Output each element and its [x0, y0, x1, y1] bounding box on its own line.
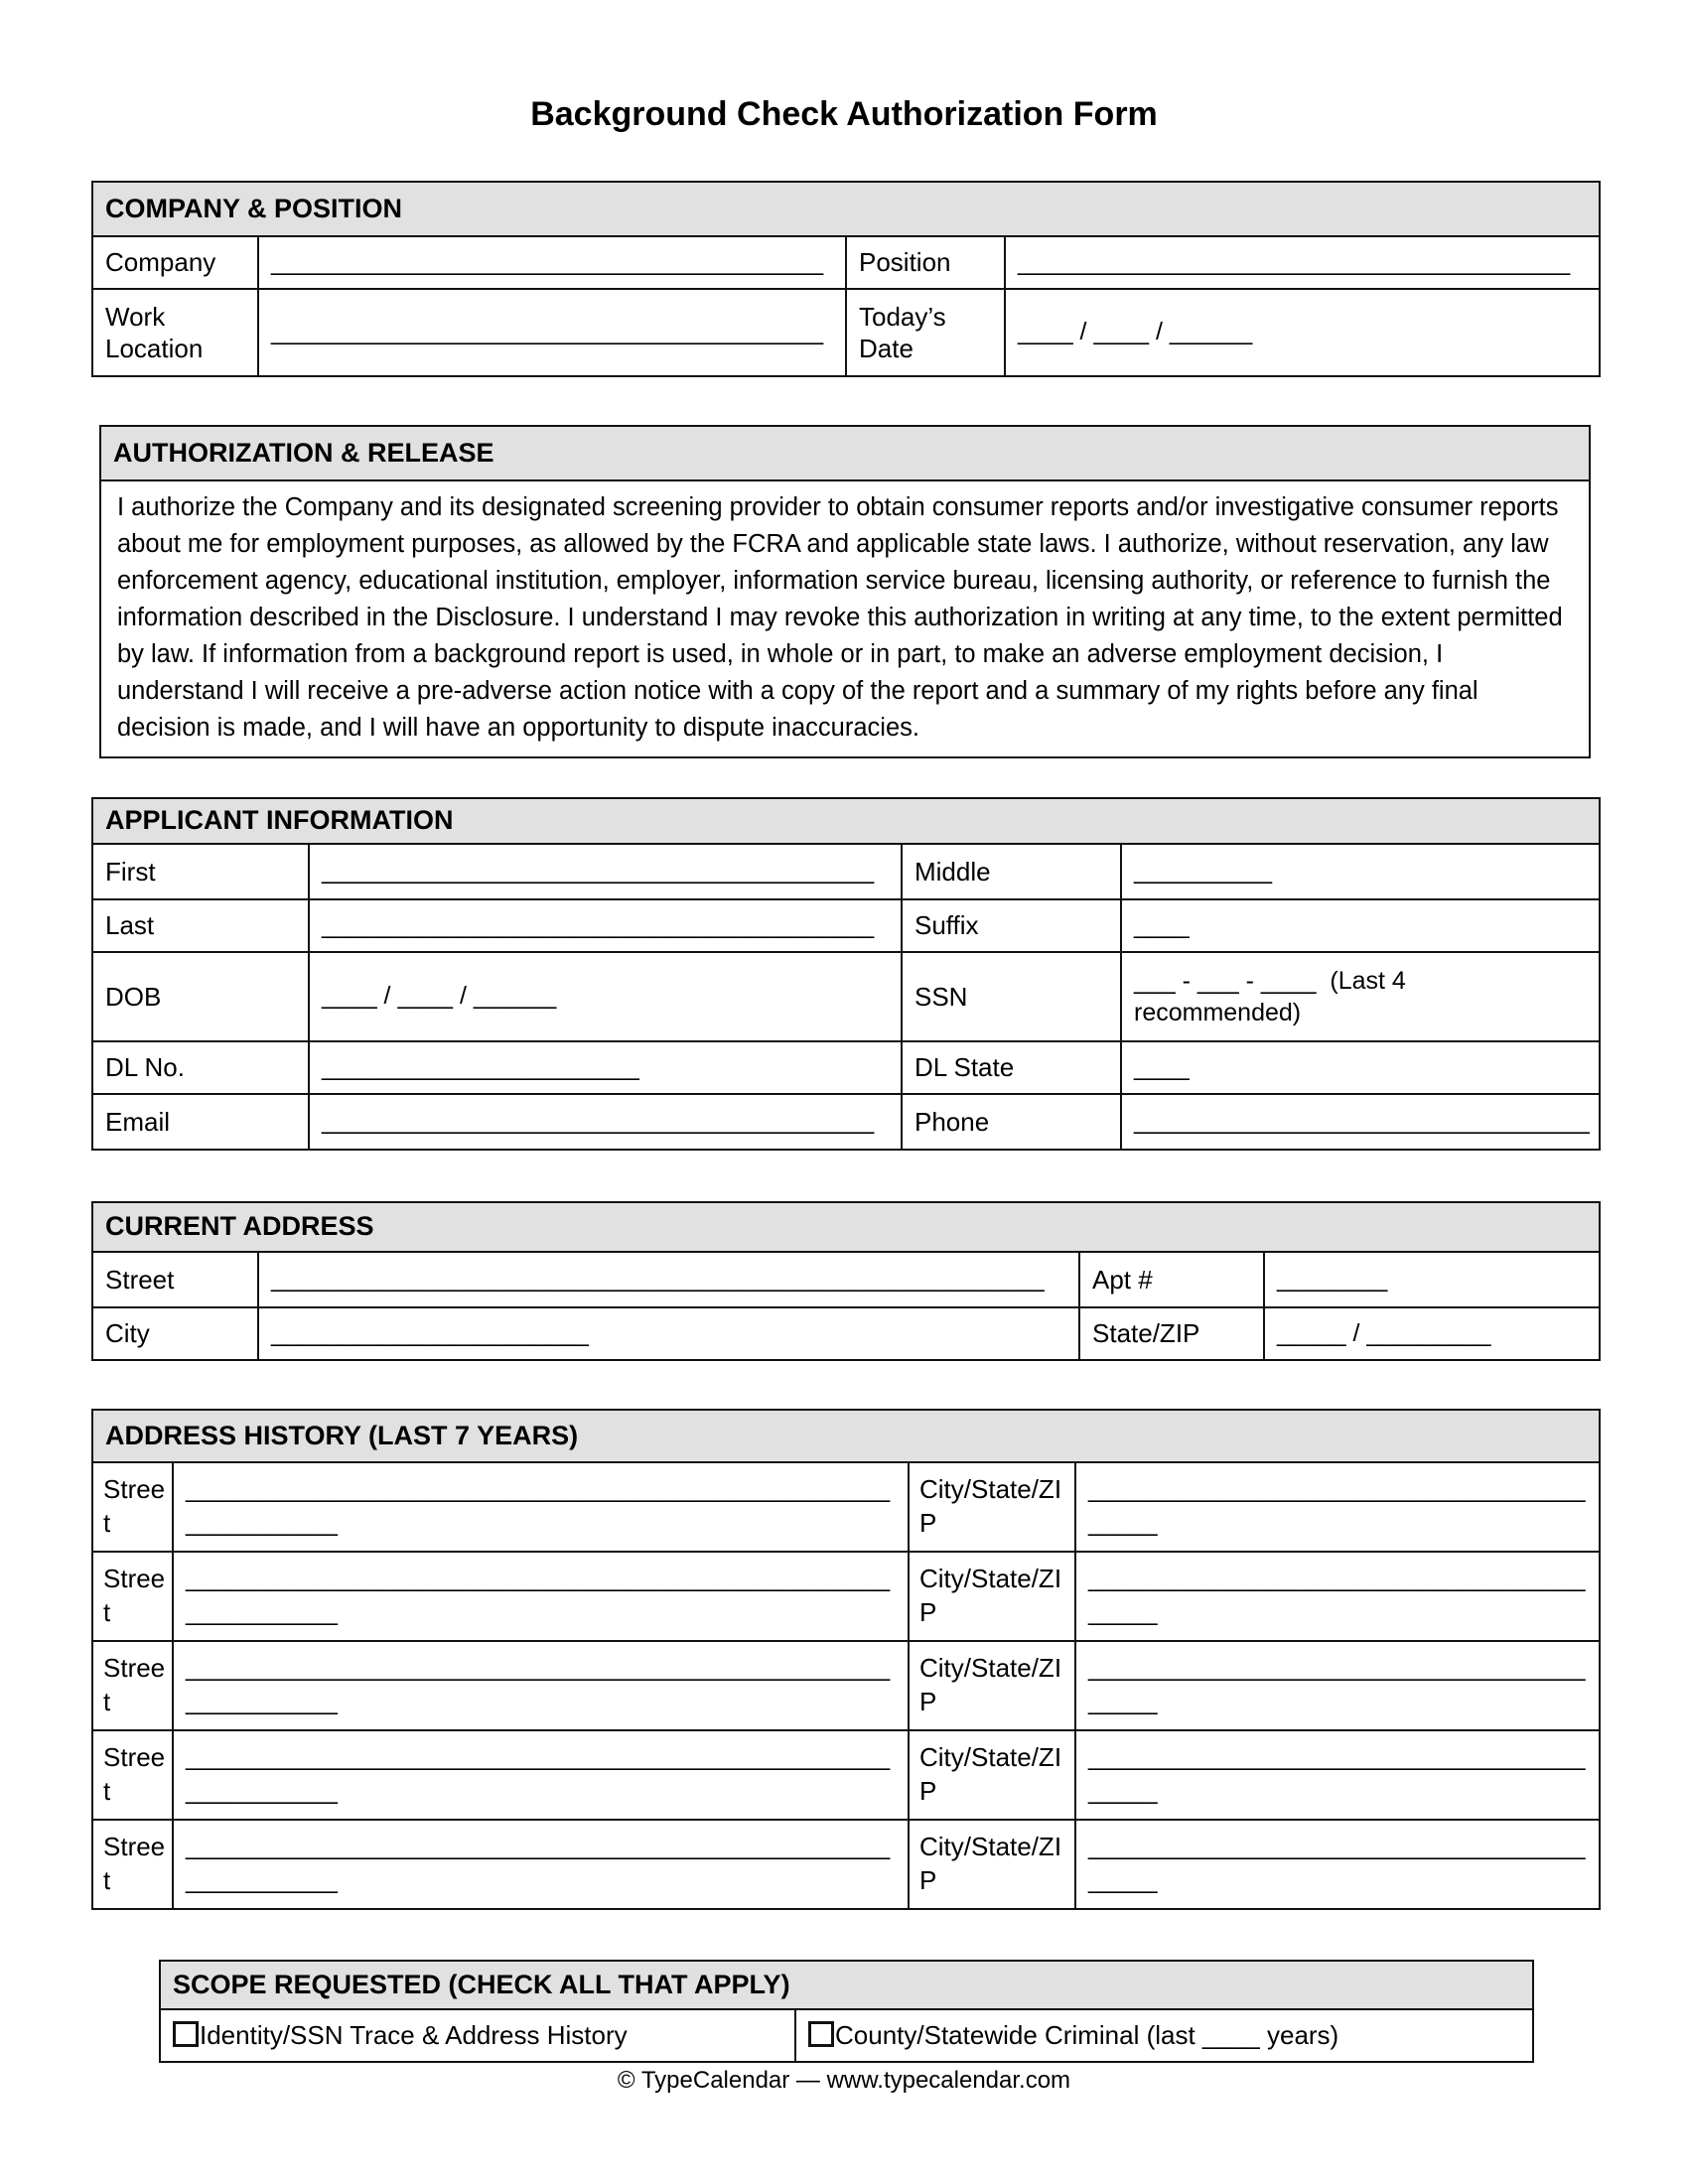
history-street-label: Street: [92, 1462, 173, 1552]
history-city-state-zip-label: City/State/ZIP: [909, 1552, 1075, 1641]
table-row: [160, 2009, 1533, 2062]
city-field[interactable]: _______________________: [258, 1307, 1079, 1360]
history-street-label: Street: [92, 1730, 173, 1820]
history-street-label: Street: [92, 1552, 173, 1641]
table-row: [92, 1041, 1600, 1094]
position-field[interactable]: ________________________________________: [1005, 236, 1600, 289]
scope-option-criminal: [795, 2009, 1533, 2062]
page-title: Background Check Authorization Form: [530, 95, 1158, 133]
company-label: Company: [92, 236, 258, 289]
last-name-field[interactable]: ________________________________________: [309, 899, 902, 952]
table-row: [92, 1730, 1600, 1820]
state-zip-label: State/ZIP: [1079, 1307, 1264, 1360]
section-header-address-history: ADDRESS HISTORY (LAST 7 YEARS): [92, 1410, 1600, 1462]
table-row: [92, 289, 1600, 376]
dob-field[interactable]: ____ / ____ / ______: [309, 952, 902, 1041]
todays-date-field[interactable]: ____ / ____ / ______: [1005, 289, 1600, 376]
phone-field[interactable]: _________________________________: [1121, 1094, 1600, 1150]
state-zip-field[interactable]: _____ / _________: [1264, 1307, 1600, 1360]
checkbox-icon[interactable]: [173, 2021, 199, 2047]
middle-name-label: Middle: [902, 844, 1121, 899]
history-city-state-zip-label: City/State/ZIP: [909, 1730, 1075, 1820]
history-city-state-zip-label: City/State/ZIP: [909, 1462, 1075, 1552]
history-street-field[interactable]: ______________________________________________________________: [173, 1462, 909, 1552]
company-position-table: [91, 181, 1601, 377]
section-header-applicant: APPLICANT INFORMATION: [92, 798, 1600, 844]
city-label: City: [92, 1307, 258, 1360]
scope-option-criminal-label: County/Statewide Criminal (last ____ years): [835, 2020, 1339, 2051]
authorization-release-box: [99, 425, 1591, 758]
suffix-label: Suffix: [902, 899, 1121, 952]
history-city-state-zip-field[interactable]: _________________________________________: [1075, 1462, 1600, 1552]
dl-state-field[interactable]: ____: [1121, 1041, 1600, 1094]
last-name-label: Last: [92, 899, 309, 952]
authorization-body-text: I authorize the Company and its designated screening provider to obtain consumer reports and/or investigative consumer reports about me for employment purposes, as allowed by the FCRA and applicable state laws. I authorize, without reservation, any law enforcement agency, educational institution, employer, information service bureau, licensing authority, or reference to furnish the information described in the Disclosure. I understand I may revoke this authorization in writing at any time, to the extent permitted by law. If information from a background report is used, in whole or in part, to make an adverse employment decision, I understand I will receive a pre-adverse action notice with a copy of the report and a summary of my rights before any final decision is made, and I will have an opportunity to dispute inaccuracies.: [117, 493, 1563, 742]
scope-option-identity: [160, 2009, 795, 2062]
history-street-label: Street: [92, 1820, 173, 1909]
table-row: [92, 236, 1600, 289]
table-row: [92, 1641, 1600, 1730]
table-row: [92, 952, 1600, 1041]
history-city-state-zip-label: City/State/ZIP: [909, 1820, 1075, 1909]
apt-label: Apt #: [1079, 1252, 1264, 1307]
history-city-state-zip-label: City/State/ZIP: [909, 1641, 1075, 1730]
dl-no-field[interactable]: _______________________: [309, 1041, 902, 1094]
table-row: [92, 1820, 1600, 1909]
middle-name-field[interactable]: __________: [1121, 844, 1600, 899]
position-label: Position: [846, 236, 1005, 289]
suffix-field[interactable]: ____: [1121, 899, 1600, 952]
email-field[interactable]: ________________________________________: [309, 1094, 902, 1150]
table-row: [92, 1462, 1600, 1552]
history-city-state-zip-field[interactable]: _________________________________________: [1075, 1730, 1600, 1820]
apt-field[interactable]: ________: [1264, 1252, 1600, 1307]
dl-no-label: DL No.: [92, 1041, 309, 1094]
table-row: [92, 1307, 1600, 1360]
checkbox-icon[interactable]: [808, 2021, 834, 2047]
history-street-field[interactable]: ______________________________________________________________: [173, 1641, 909, 1730]
phone-label: Phone: [902, 1094, 1121, 1150]
section-header-authorization: AUTHORIZATION & RELEASE: [101, 427, 1589, 481]
current-address-table: [91, 1201, 1601, 1361]
company-field[interactable]: ________________________________________: [258, 236, 846, 289]
street-label: Street: [92, 1252, 258, 1307]
address-history-table: [91, 1409, 1601, 1910]
history-city-state-zip-field[interactable]: _________________________________________: [1075, 1641, 1600, 1730]
section-header-scope: SCOPE REQUESTED (CHECK ALL THAT APPLY): [160, 1961, 1533, 2009]
dob-label: DOB: [92, 952, 309, 1041]
scope-option-identity-label: Identity/SSN Trace & Address History: [200, 2020, 628, 2051]
work-location-field[interactable]: ________________________________________: [258, 289, 846, 376]
table-row: [92, 844, 1600, 899]
first-name-field[interactable]: ________________________________________: [309, 844, 902, 899]
table-row: [92, 899, 1600, 952]
history-street-field[interactable]: ______________________________________________________________: [173, 1730, 909, 1820]
street-field[interactable]: ________________________________________________________: [258, 1252, 1079, 1307]
applicant-information-table: [91, 797, 1601, 1151]
footer-text: © TypeCalendar — www.typecalendar.com: [617, 2067, 1071, 2094]
table-row: [92, 1094, 1600, 1150]
email-label: Email: [92, 1094, 309, 1150]
work-location-label: Work Location: [92, 289, 258, 376]
ssn-label: SSN: [902, 952, 1121, 1041]
history-city-state-zip-field[interactable]: _________________________________________: [1075, 1820, 1600, 1909]
ssn-field[interactable]: ___ - ___ - ____ (Last 4 recommended): [1121, 952, 1600, 1041]
history-city-state-zip-field[interactable]: _________________________________________: [1075, 1552, 1600, 1641]
dl-state-label: DL State: [902, 1041, 1121, 1094]
section-header-current-address: CURRENT ADDRESS: [92, 1202, 1600, 1252]
section-header-company-position: COMPANY & POSITION: [92, 182, 1600, 236]
scope-requested-table: [159, 1960, 1534, 2063]
first-name-label: First: [92, 844, 309, 899]
table-row: [92, 1552, 1600, 1641]
table-row: [92, 1252, 1600, 1307]
history-street-label: Street: [92, 1641, 173, 1730]
history-street-field[interactable]: ______________________________________________________________: [173, 1820, 909, 1909]
todays-date-label: Today’s Date: [846, 289, 1005, 376]
history-street-field[interactable]: ______________________________________________________________: [173, 1552, 909, 1641]
